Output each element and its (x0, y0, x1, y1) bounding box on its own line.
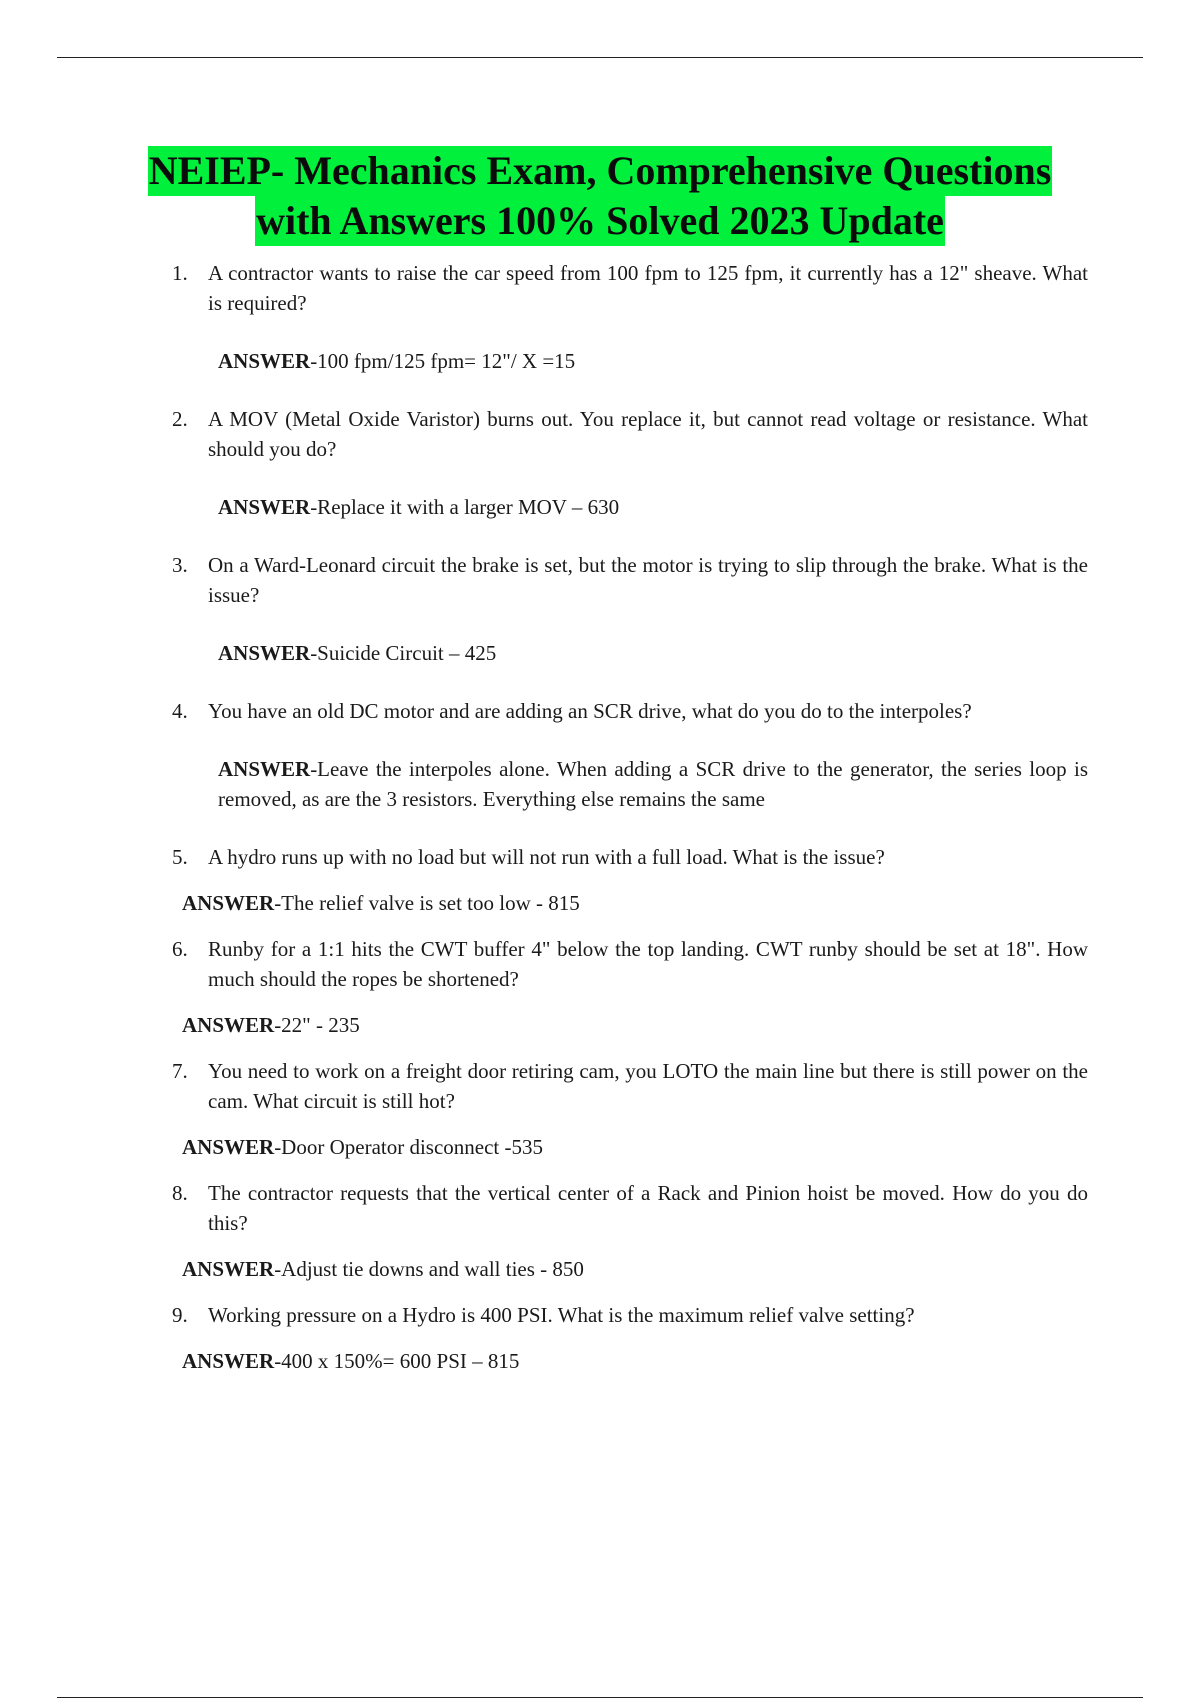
answer-8 (172, 1254, 1088, 1284)
answer-label: ANSWER (218, 495, 311, 519)
question-text: You have an old DC motor and are adding an SCR drive, what do you do to the interpoles? (208, 699, 972, 723)
document-title (0, 146, 1200, 246)
question-number: 7. (172, 1059, 188, 1083)
question-text: Working pressure on a Hydro is 400 PSI. What is the maximum relief valve setting? (208, 1303, 915, 1327)
title-line-1: NEIEP- Mechanics Exam, Comprehensive Questions (148, 146, 1053, 196)
answer-label: ANSWER (182, 1349, 275, 1373)
question-7 (172, 1056, 1088, 1116)
question-number: 9. (172, 1303, 188, 1327)
answer-3 (172, 638, 1088, 668)
answer-label: ANSWER (218, 349, 311, 373)
answer-text: -Leave the interpoles alone. When adding a SCR drive to the generator, the series loop is removed, as are the 3 resistors. Everything else remains the same (218, 757, 1088, 811)
answer-text: -Adjust tie downs and wall ties - 850 (274, 1257, 584, 1281)
top-rule (57, 57, 1143, 58)
answer-text: -400 x 150%= 600 PSI – 815 (274, 1349, 520, 1373)
question-2 (172, 404, 1088, 464)
question-9 (172, 1300, 1088, 1330)
answer-label: ANSWER (182, 1257, 275, 1281)
answer-text: -Door Operator disconnect -535 (274, 1135, 544, 1159)
question-3 (172, 550, 1088, 610)
answer-4 (172, 754, 1088, 814)
answer-label: ANSWER (218, 641, 311, 665)
title-line-2: with Answers 100% Solved 2023 Update (255, 196, 945, 246)
question-4 (172, 696, 1088, 726)
question-list (172, 258, 1088, 1376)
question-text: On a Ward-Leonard circuit the brake is set, but the motor is trying to slip through the brake. What is the issue? (208, 553, 1088, 607)
question-text: Runby for a 1:1 hits the CWT buffer 4" below the top landing. CWT runby should be set at 18". How much should the ropes be shortened? (208, 937, 1088, 991)
question-6 (172, 934, 1088, 994)
question-number: 1. (172, 261, 188, 285)
question-text: The contractor requests that the vertical center of a Rack and Pinion hoist be moved. How do you do this? (208, 1181, 1088, 1235)
answer-text: -The relief valve is set too low - 815 (274, 891, 580, 915)
answer-text: -Suicide Circuit – 425 (310, 641, 497, 665)
question-number: 6. (172, 937, 188, 961)
question-number: 3. (172, 553, 188, 577)
answer-7 (172, 1132, 1088, 1162)
question-1 (172, 258, 1088, 318)
question-number: 4. (172, 699, 188, 723)
bottom-rule (57, 1697, 1143, 1698)
question-text: A contractor wants to raise the car speed from 100 fpm to 125 fpm, it currently has a 12" sheave. What is required? (208, 261, 1088, 315)
question-text: You need to work on a freight door retiring cam, you LOTO the main line but there is still power on the cam. What circuit is still hot? (208, 1059, 1088, 1113)
question-number: 5. (172, 845, 188, 869)
question-text: A hydro runs up with no load but will not run with a full load. What is the issue? (208, 845, 885, 869)
question-8 (172, 1178, 1088, 1238)
answer-text: -Replace it with a larger MOV – 630 (310, 495, 620, 519)
question-number: 2. (172, 407, 188, 431)
answer-label: ANSWER (218, 757, 311, 781)
answer-label: ANSWER (182, 1013, 275, 1037)
answer-text: -22" - 235 (274, 1013, 360, 1037)
answer-label: ANSWER (182, 1135, 275, 1159)
answer-label: ANSWER (182, 891, 275, 915)
question-text: A MOV (Metal Oxide Varistor) burns out. You replace it, but cannot read voltage or resistance. What should you do? (208, 407, 1088, 461)
answer-2 (172, 492, 1088, 522)
answer-text: -100 fpm/125 fpm= 12"/ X =15 (310, 349, 576, 373)
answer-5 (172, 888, 1088, 918)
question-5 (172, 842, 1088, 872)
question-number: 8. (172, 1181, 188, 1205)
answer-6 (172, 1010, 1088, 1040)
answer-1 (172, 346, 1088, 376)
answer-9 (172, 1346, 1088, 1376)
